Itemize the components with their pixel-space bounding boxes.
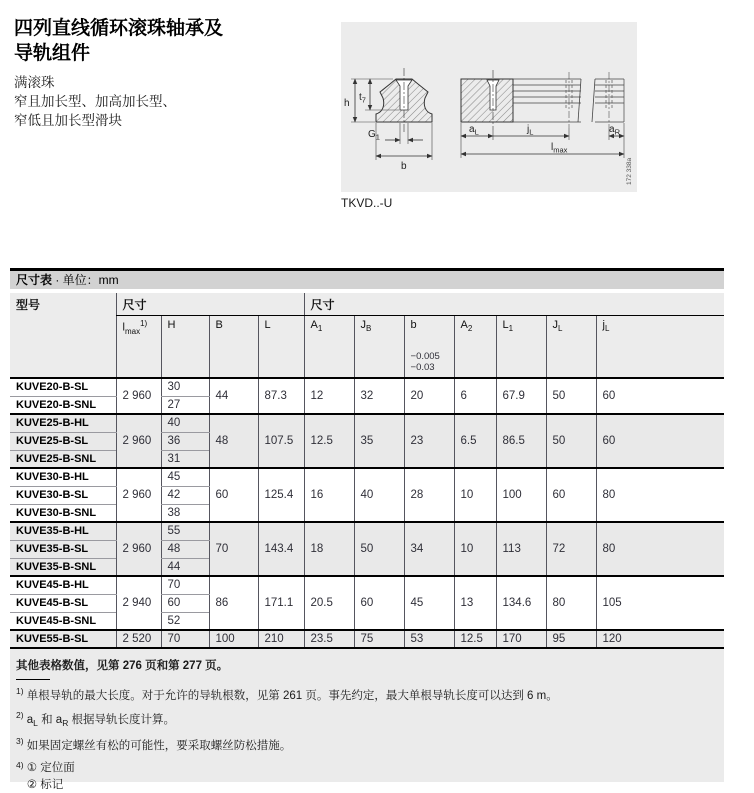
cell-H: 42	[161, 486, 209, 504]
col-group-dimensions-1: 尺寸	[116, 293, 304, 315]
cell-JB: 50	[354, 522, 404, 576]
col-header-lmax: $l_{max}^{1)}$	[116, 315, 161, 378]
cell-A1: 16	[304, 468, 354, 522]
cell-L1: 100	[496, 468, 546, 522]
cell-H: 52	[161, 612, 209, 630]
cell-lmax: 2 940	[116, 576, 161, 630]
subtitle-line: 窄低且加长型滑块	[14, 113, 122, 128]
cell-H: 30	[161, 378, 209, 396]
table-row	[10, 576, 724, 594]
table-row	[10, 468, 724, 486]
cell-JL: 50	[546, 378, 596, 414]
cell-L: 125.4	[258, 468, 304, 522]
cell-B: 48	[209, 414, 258, 468]
figure-ref-number: 172 338a	[626, 157, 633, 185]
dim-label-lmax: $l_{max}$	[551, 142, 568, 155]
cell-H: 36	[161, 432, 209, 450]
cell-model: KUVE30-B-SL	[10, 486, 116, 504]
cell-H: 27	[161, 396, 209, 414]
dim-label-aR: $a_R$	[609, 124, 620, 137]
col-group-dimensions-2: 尺寸	[304, 293, 724, 315]
page-title-line2: 导轨组件	[14, 43, 91, 64]
cell-model: KUVE45-B-SNL	[10, 612, 116, 630]
dim-label-aL: $a_L$	[469, 124, 479, 137]
cell-lmax: 2 960	[116, 378, 161, 414]
dimension-figure-box	[341, 22, 637, 192]
cell-model: KUVE45-B-HL	[10, 576, 116, 594]
cell-H: 55	[161, 522, 209, 540]
rail-cross-section	[344, 68, 432, 172]
cell-A1: 20.5	[304, 576, 354, 630]
cell-H: 60	[161, 594, 209, 612]
col-header-A1: $A_1$	[304, 315, 354, 378]
table-title: 尺寸表	[16, 273, 53, 287]
cell-B: 86	[209, 576, 258, 630]
cell-A1: 23.5	[304, 630, 354, 648]
cell-L: 107.5	[258, 414, 304, 468]
cell-lmax: 2 960	[116, 522, 161, 576]
cell-model: KUVE25-B-SNL	[10, 450, 116, 468]
footnote-2: $^{2)}$ $a_L$ 和 $a_R$ 根据导轨长度计算。	[16, 710, 176, 729]
header-group-row	[10, 293, 724, 315]
cell-JL: 50	[546, 414, 596, 468]
dim-label-b: b	[401, 161, 407, 172]
col-header-B: B	[209, 315, 258, 378]
cell-H: 31	[161, 450, 209, 468]
table-title-bar	[10, 271, 724, 289]
col-header-JB: $J_B$	[354, 315, 404, 378]
cell-model: KUVE30-B-SNL	[10, 504, 116, 522]
cell-b: 23	[404, 414, 454, 468]
page-subtitle	[14, 73, 334, 130]
cell-H: 40	[161, 414, 209, 432]
cell-JB: 60	[354, 576, 404, 630]
cell-A2: 6.5	[454, 414, 496, 468]
cell-JL: 72	[546, 522, 596, 576]
cell-model: KUVE35-B-SNL	[10, 558, 116, 576]
rail-drawing	[341, 22, 637, 192]
cell-model: KUVE25-B-HL	[10, 414, 116, 432]
col-header-jL: $j_L$	[596, 315, 724, 378]
cell-model: KUVE35-B-SL	[10, 540, 116, 558]
cell-L: 87.3	[258, 378, 304, 414]
cell-A2: 10	[454, 468, 496, 522]
cell-H: 48	[161, 540, 209, 558]
cell-b: 53	[404, 630, 454, 648]
dim-label-G1: $G_1$	[368, 129, 380, 142]
footnote-4: $^{4)}$ ① 定位面 ② 标记	[16, 760, 75, 791]
cell-model: KUVE25-B-SL	[10, 432, 116, 450]
cell-jL: 120	[596, 630, 724, 648]
cell-H: 44	[161, 558, 209, 576]
col-header-JL: $J_L$	[546, 315, 596, 378]
cell-JB: 75	[354, 630, 404, 648]
cell-jL: 80	[596, 468, 724, 522]
cell-B: 100	[209, 630, 258, 648]
col-header-A2: $A_2$	[454, 315, 496, 378]
cell-JL: 80	[546, 576, 596, 630]
cell-lmax: 2 960	[116, 414, 161, 468]
cell-B: 60	[209, 468, 258, 522]
cell-jL: 105	[596, 576, 724, 630]
cell-JB: 40	[354, 468, 404, 522]
more-values-note: 其他表格数值，见第 276 页和第 277 页。	[16, 660, 229, 672]
cell-A2: 13	[454, 576, 496, 630]
subtitle-line: 满滚珠	[14, 75, 55, 90]
table-row	[10, 630, 724, 648]
cell-B: 44	[209, 378, 258, 414]
cell-L: 171.1	[258, 576, 304, 630]
cell-jL: 60	[596, 378, 724, 414]
col-header-b: b −0.005 −0.03	[404, 315, 454, 378]
col-header-model: 型号	[10, 293, 116, 378]
cell-A2: 12.5	[454, 630, 496, 648]
cell-H: 70	[161, 576, 209, 594]
cell-B: 70	[209, 522, 258, 576]
cell-A2: 6	[454, 378, 496, 414]
cell-lmax: 2 960	[116, 468, 161, 522]
footnote-1: $^{1)}$ 单根导轨的最大长度。对于允许的导轨根数，见第 261 页。事先约定，最大单根导轨长度可以达到 6 m。	[16, 686, 558, 702]
cell-A2: 10	[454, 522, 496, 576]
b-tolerance: −0.005 −0.03	[410, 351, 440, 374]
cell-model: KUVE30-B-HL	[10, 468, 116, 486]
col-header-H: H	[161, 315, 209, 378]
dim-label-jL: $j_L$	[527, 124, 534, 137]
cell-H: 70	[161, 630, 209, 648]
cell-A1: 12.5	[304, 414, 354, 468]
cell-model: KUVE55-B-SL	[10, 630, 116, 648]
cell-H: 45	[161, 468, 209, 486]
cell-L: 210	[258, 630, 304, 648]
cell-model: KUVE35-B-HL	[10, 522, 116, 540]
dim-label-h: h	[344, 98, 350, 109]
cell-model: KUVE45-B-SL	[10, 594, 116, 612]
footnote-rule	[16, 679, 50, 680]
cell-L1: 67.9	[496, 378, 546, 414]
header-symbol-row	[10, 315, 724, 378]
cell-A1: 18	[304, 522, 354, 576]
cell-L1: 170	[496, 630, 546, 648]
cell-H: 38	[161, 504, 209, 522]
cell-JL: 95	[546, 630, 596, 648]
cell-L1: 113	[496, 522, 546, 576]
cell-jL: 80	[596, 522, 724, 576]
footnote-3: $^{3)}$ 如果固定螺丝有松的可能性，要采取螺丝防松措施。	[16, 735, 292, 752]
rail-side-view	[461, 70, 624, 158]
cell-lmax: 2 520	[116, 630, 161, 648]
footnotes-block	[10, 649, 724, 791]
table-unit: · 单位：mm	[52, 273, 119, 287]
table-row	[10, 522, 724, 540]
cell-model: KUVE20-B-SNL	[10, 396, 116, 414]
dim-label-t7: $t_7$	[359, 92, 366, 105]
cell-A1: 12	[304, 378, 354, 414]
cell-JB: 32	[354, 378, 404, 414]
col-header-L: L	[258, 315, 304, 378]
dimension-table-section	[10, 268, 724, 791]
cell-L: 143.4	[258, 522, 304, 576]
cell-b: 20	[404, 378, 454, 414]
cell-jL: 60	[596, 414, 724, 468]
figure-caption: TKVD..-U	[341, 196, 393, 210]
cell-b: 28	[404, 468, 454, 522]
cell-JB: 35	[354, 414, 404, 468]
table-row	[10, 378, 724, 396]
footnote-4-item: ② 标记	[26, 778, 64, 791]
dimensions-table	[10, 293, 724, 649]
cell-L1: 86.5	[496, 414, 546, 468]
subtitle-line: 窄且加长型、加高加长型、	[14, 94, 176, 109]
cell-model: KUVE20-B-SL	[10, 378, 116, 396]
cell-b: 34	[404, 522, 454, 576]
cell-L1: 134.6	[496, 576, 546, 630]
cell-JL: 60	[546, 468, 596, 522]
col-header-L1: $L_1$	[496, 315, 546, 378]
cell-b: 45	[404, 576, 454, 630]
table-row	[10, 414, 724, 432]
page-title-block	[14, 16, 334, 130]
page-title-line1: 四列直线循环滚珠轴承及	[14, 18, 224, 39]
footnote-4-item: ① 定位面	[26, 762, 75, 775]
